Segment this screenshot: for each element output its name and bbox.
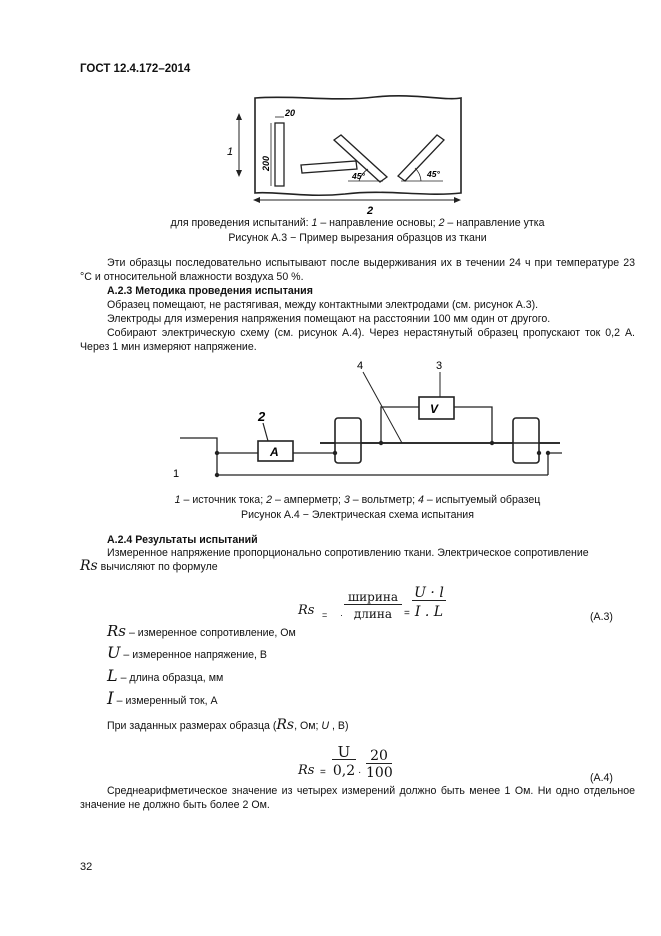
fig-a3-dim-200: 200: [261, 155, 271, 171]
paragraph-placement: Образец помещают, не растягивая, между контактными электродами (см. рисунок А.3).: [107, 299, 539, 311]
junction-dot: [333, 451, 337, 455]
ammeter-symbol: A: [270, 445, 279, 459]
definition-i: I – измеренный ток, А: [107, 689, 218, 709]
fig-a3-title: Рисунок А.3 − Пример вырезания образцов из ткани: [228, 232, 487, 244]
fig-a4-caption-line: 1 – источник тока; 2 – амперметр; 3 – вольтметр; 4 – испытуемый образец: [174, 494, 541, 506]
formula-a4-den1: 0,2: [332, 763, 356, 779]
formula-a3-num2: U · l: [412, 586, 446, 601]
junction-dot: [215, 473, 219, 477]
formula-a3-num1: ширина: [344, 590, 402, 605]
symbol-rs: Rs: [107, 622, 126, 640]
junction-dot: [379, 441, 383, 445]
paragraph-average: Среднеарифметическое значение из четырех измерений должно быть менее 1 Ом. Ни одно отдельное значение не должно быть более 2 Ом.: [80, 785, 635, 811]
electrode-1: [335, 418, 361, 463]
fig-a4-label-2: 2: [258, 409, 266, 424]
given-dimensions-line: При заданных размерах образца (Rs, Ом; U , В): [107, 717, 349, 733]
figure-a3-drawing: [225, 93, 465, 218]
formula-a3-den1: длина: [353, 607, 393, 621]
formula-a3-eq2: =: [404, 608, 410, 619]
fig-a4-label-3: 3: [436, 360, 443, 372]
definition-l: L – длина образца, мм: [107, 666, 224, 685]
fig-a4-label-1: 1: [173, 468, 180, 480]
fig-a4-label-4: 4: [357, 360, 364, 372]
paragraph-formula-intro: Rs вычисляют по формуле: [80, 558, 218, 574]
definition-rs: Rs – измеренное сопротивление, Ом: [107, 622, 296, 640]
voltmeter-wire-right: [454, 407, 492, 443]
paragraph-circuit: Собирают электрическую схему (см. рисунок А.4). Через нерастянутый образец пропускают ток 0,2 А. Через 1 мин измеряют напряжение.: [80, 327, 635, 353]
formula-a3-den2: I . L: [414, 604, 444, 620]
formula-a4-dot: ·: [358, 767, 362, 778]
junction-dot: [490, 441, 494, 445]
page-header: ГОСТ 12.4.172–2014: [80, 63, 191, 75]
figure-a4-drawing: [170, 355, 570, 485]
fig-a3-label-1: 1: [227, 146, 234, 158]
symbol-rs: Rs: [276, 717, 295, 733]
fig-a3-label-2: 2: [367, 205, 374, 217]
junction-dot: [215, 451, 219, 455]
page-number: 32: [80, 861, 93, 873]
formula-a4-number: (А.4): [590, 772, 613, 784]
formula-a3-lhs: Rs: [298, 603, 315, 618]
return-wire-right: [548, 453, 562, 475]
horizontal-specimen-strip: [301, 161, 357, 173]
formula-a4-lhs: Rs: [298, 763, 315, 778]
formula-a4-num2: 20: [366, 749, 392, 764]
formula-a3-dot: ·: [340, 610, 343, 620]
fig-a4-title: Рисунок А.4 − Электрическая схема испытания: [241, 509, 474, 521]
definition-u: U – измеренное напряжение, В: [107, 643, 268, 662]
symbol-l: L: [107, 666, 118, 685]
fig-a3-caption-line: для проведения испытаний: 1 – направление основы; 2 – направление утка: [170, 217, 545, 229]
formula-a4-eq: =: [320, 767, 326, 778]
formula-a4-den2: 100: [366, 765, 393, 781]
fig-a3-dim-20: 20: [285, 108, 296, 118]
voltmeter-wire-left: [381, 407, 419, 443]
junction-dot: [546, 451, 550, 455]
formula-a4-num1: U: [332, 745, 356, 760]
fig-a3-angle-2: 45°: [427, 169, 440, 179]
voltmeter-symbol: V: [430, 402, 439, 416]
fig-a3-angle-1: 45°: [352, 171, 365, 181]
junction-dot: [537, 451, 541, 455]
section-a23-heading: А.2.3 Методика проведения испытания: [107, 285, 313, 297]
formula-a3-eq1: =: [322, 610, 328, 620]
formula-a3-number: (А.3): [590, 611, 613, 623]
paragraph-proportional: Измеренное напряжение пропорционально сопротивлению ткани. Электрическое сопротивление: [107, 547, 589, 559]
electrode-2: [513, 418, 539, 463]
section-a24-heading: А.2.4 Результаты испытаний: [107, 534, 258, 546]
paragraph-conditioning: Эти образцы последовательно испытывают после выдерживания их в течении 24 ч при температуре 23 °С и относительной влажности воздуха 50 %.: [80, 257, 635, 283]
ammeter-leader-line: [263, 423, 268, 441]
symbol-u: U: [107, 643, 121, 662]
source-wire-left: [180, 438, 217, 475]
vertical-specimen-strip: [275, 123, 284, 186]
symbol-rs: Rs: [80, 558, 98, 574]
symbol-i: I: [107, 689, 114, 709]
paragraph-electrodes: Электроды для измерения напряжения помещают на расстоянии 100 мм один от другого.: [107, 313, 551, 325]
